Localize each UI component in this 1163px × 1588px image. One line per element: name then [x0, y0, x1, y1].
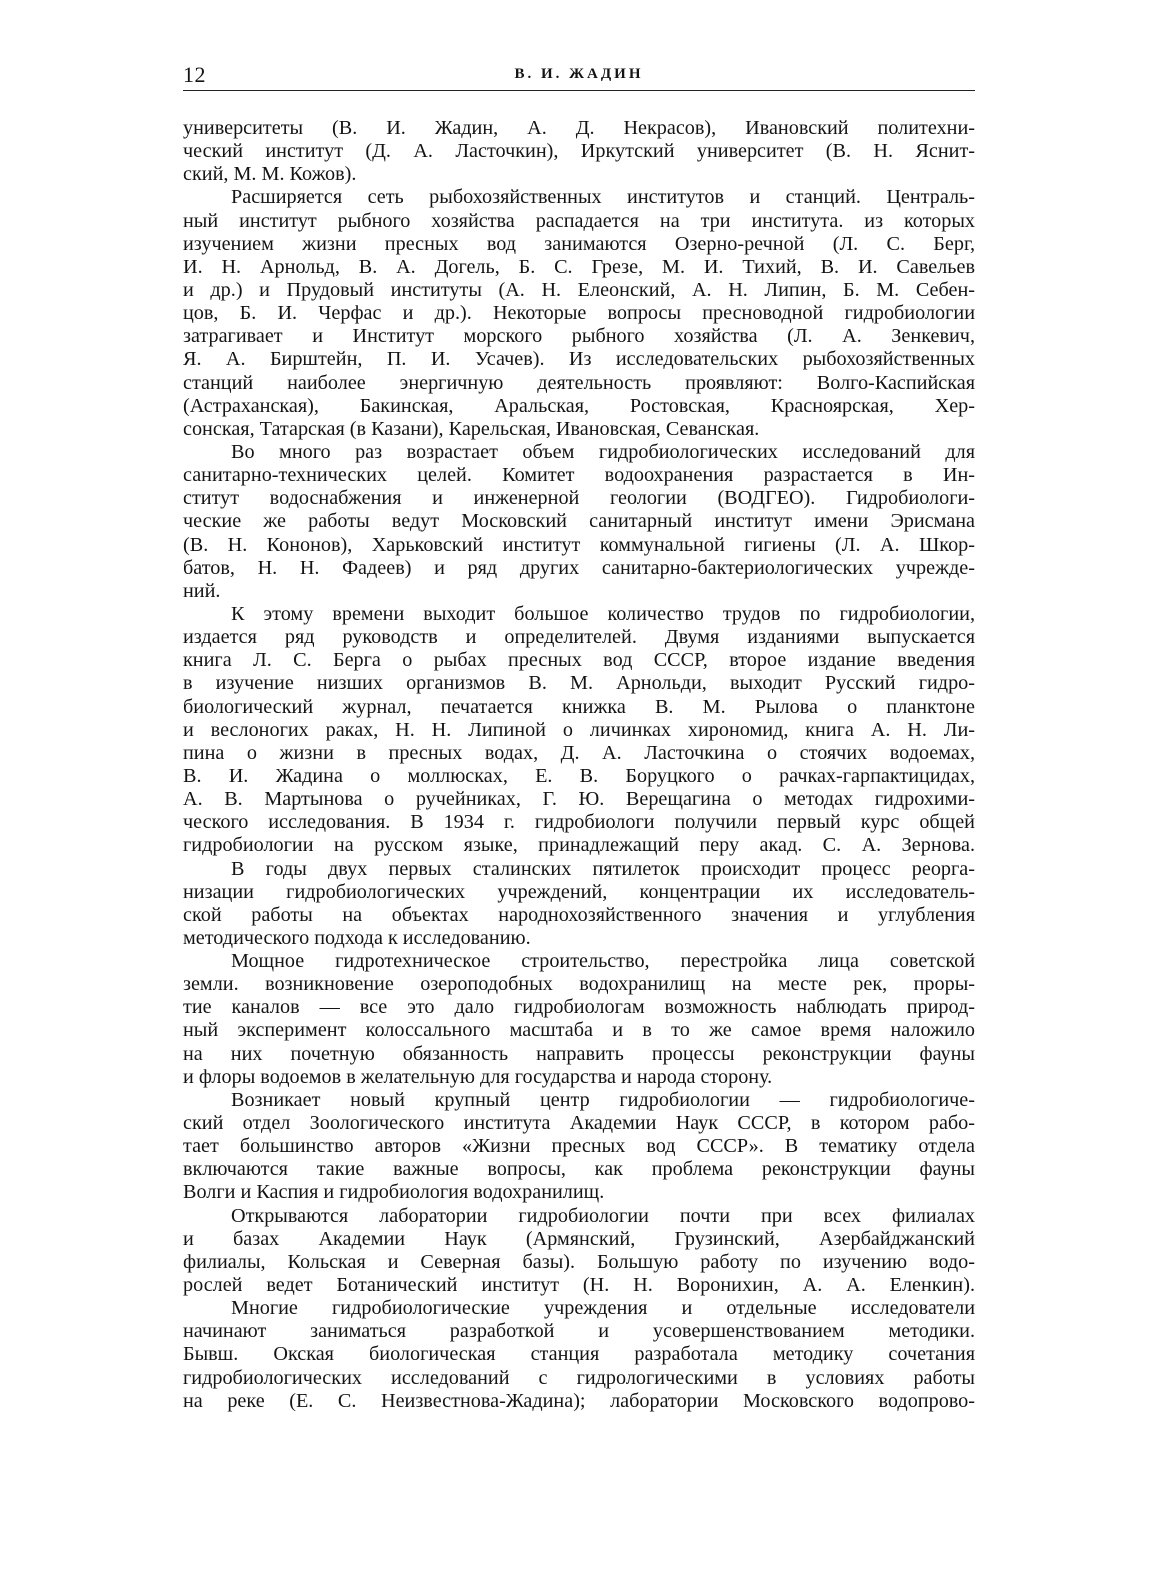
text-line: методического подхода к исследованию. [183, 926, 531, 949]
text-line: Я. А. Бирштейн, П. И. Усачев). Из исследовательских рыбохозяйственных [183, 348, 975, 371]
text-line: А. В. Мартынова о ручейниках, Г. Ю. Верещагина о методах гидрохими- [183, 788, 975, 811]
text-line: ской работы на объектах народнохозяйственного значения и углубления [183, 903, 975, 926]
text-line: (В. Н. Кононов), Харьковский институт коммунальной гигиены (Л. А. Шкор- [183, 533, 975, 556]
text-line: станций наиболее энергичную деятельность проявляют: Волго-Каспийская [183, 371, 975, 394]
page-header [183, 54, 975, 91]
text-line: Расширяется сеть рыбохозяйственных институтов и станций. Централь- [231, 186, 975, 209]
text-line: К этому времени выходит большое количество трудов по гидробиологии, [231, 602, 975, 625]
text-line: сонская, Татарская (в Казани), Карельская, Ивановская, Севанская. [183, 417, 760, 440]
text-line: затрагивает и Институт морского рыбного хозяйства (Л. А. Зенкевич, [183, 325, 975, 348]
text-line: И. Н. Арнольд, В. А. Догель, Б. С. Грезе, М. И. Тихий, В. И. Савельев [183, 255, 975, 278]
text-line: в изучение низших организмов В. М. Арнольди, выходит Русский гидро- [183, 672, 975, 695]
text-line: ститут водоснабжения и инженерной геологии (ВОДГЕО). Гидробиологи- [183, 487, 975, 510]
text-line: университеты (В. И. Жадин, А. Д. Некрасов), Ивановский политехни- [183, 117, 975, 139]
text-line: ческий институт (Д. А. Ласточкин), Иркутский университет (В. Н. Яснит- [183, 140, 975, 163]
book-page [183, 54, 975, 1413]
text-line: цов, Б. И. Черфас и др.). Некоторые вопросы пресноводной гидробиологии [183, 302, 975, 325]
text-line: Возникает новый крупный центр гидробиологии — гидробиологиче- [231, 1088, 975, 1111]
text-line: В. И. Жадина о моллюсках, Е. В. Боруцкого о рачках-гарпактицидах, [183, 764, 975, 787]
text-line: Бывш. Окская биологическая станция разработала методику сочетания [183, 1343, 975, 1366]
text-line: В годы двух первых сталинских пятилеток происходит процесс реорга- [231, 857, 975, 880]
text-line: на реке (Е. С. Неизвестнова-Жадина); лаборатории Московского водопрово- [183, 1389, 975, 1412]
page-number: 12 [183, 62, 206, 87]
text-line: и веслоногих раках, Н. Н. Липиной о личинках хирономид, книга А. Н. Ли- [183, 718, 975, 741]
text-line: рослей ведет Ботанический институт (Н. Н. Воронихин, А. А. Еленкин). [183, 1274, 975, 1297]
body-text [183, 117, 975, 1413]
text-line: гидробиологических исследований с гидрологическими в условиях работы [183, 1366, 975, 1389]
text-line: начинают заниматься разработкой и усовершенствованием методики. [183, 1320, 975, 1343]
running-title: В. И. ЖАДИН [514, 66, 644, 82]
text-line: ческого исследования. В 1934 г. гидробиологи получили первый курс общей [183, 811, 975, 834]
text-line: Открываются лаборатории гидробиологии почти при всех филиалах [231, 1204, 975, 1227]
text-line: тает большинство авторов «Жизни пресных вод СССР». В тематику отдела [183, 1135, 975, 1158]
text-line: гидробиологии на русском языке, принадлежащий перу акад. С. А. Зернова. [183, 834, 975, 857]
text-line: ческие же работы ведут Московский санитарный институт имени Эрисмана [183, 510, 975, 533]
text-line: батов, Н. Н. Фадеев) и ряд других санитарно-бактериологических учрежде- [183, 556, 975, 579]
text-line: (Астраханская), Бакинская, Аральская, Ростовская, Красноярская, Хер- [183, 394, 975, 417]
text-line: низации гидробиологических учреждений, концентрации их исследователь- [183, 880, 975, 903]
text-line: и флоры водоемов в желательную для государства и народа сторону. [183, 1065, 773, 1088]
text-line: санитарно-технических целей. Комитет водоохранения разрастается в Ин- [183, 464, 975, 487]
text-line: и др.) и Прудовый институты (А. Н. Елеонский, А. Н. Липин, Б. М. Себен- [183, 278, 975, 301]
text-line: пина о жизни в пресных водах, Д. А. Ласточкина о стоячих водоемах, [183, 741, 975, 764]
text-line: Во много раз возрастает объем гидробиологических исследований для [231, 440, 975, 463]
text-line: ский, М. М. Кожов). [183, 163, 357, 186]
text-line: ный эксперимент колоссального масштаба и в то же самое время наложило [183, 1019, 975, 1042]
text-line: Мощное гидротехническое строительство, перестройка лица советской [231, 950, 975, 973]
text-line: филиалы, Кольская и Северная базы). Большую работу по изучению водо- [183, 1250, 975, 1273]
text-line: ный институт рыбного хозяйства распадается на три института. из которых [183, 209, 975, 232]
text-line: издается ряд руководств и определителей. Двумя изданиями выпускается [183, 626, 975, 649]
text-line: биологический журнал, печатается книжка В. М. Рылова о планктоне [183, 695, 975, 718]
text-line: тие каналов — все это дало гидробиологам возможность наблюдать природ- [183, 996, 975, 1019]
text-line: Волги и Каспия и гидробиология водохранилищ. [183, 1181, 605, 1204]
text-line: земли. возникновение озероподобных водохранилищ на месте рек, проры- [183, 973, 975, 996]
text-line: ский отдел Зоологического института Академии Наук СССР, в котором рабо- [183, 1112, 975, 1135]
text-line: и базах Академии Наук (Армянский, Грузинский, Азербайджанский [183, 1227, 975, 1250]
text-line: книга Л. С. Берга о рыбах пресных вод СССР, второе издание введения [183, 649, 975, 672]
text-line: ний. [183, 579, 221, 602]
text-line: включаются такие важные вопросы, как проблема реконструкции фауны [183, 1158, 975, 1181]
text-line: изучением жизни пресных вод занимаются Озерно-речной (Л. С. Берг, [183, 232, 975, 255]
text-line: Многие гидробиологические учреждения и отдельные исследователи [231, 1297, 975, 1320]
text-line: на них почетную обязанность направить процессы реконструкции фауны [183, 1042, 975, 1065]
